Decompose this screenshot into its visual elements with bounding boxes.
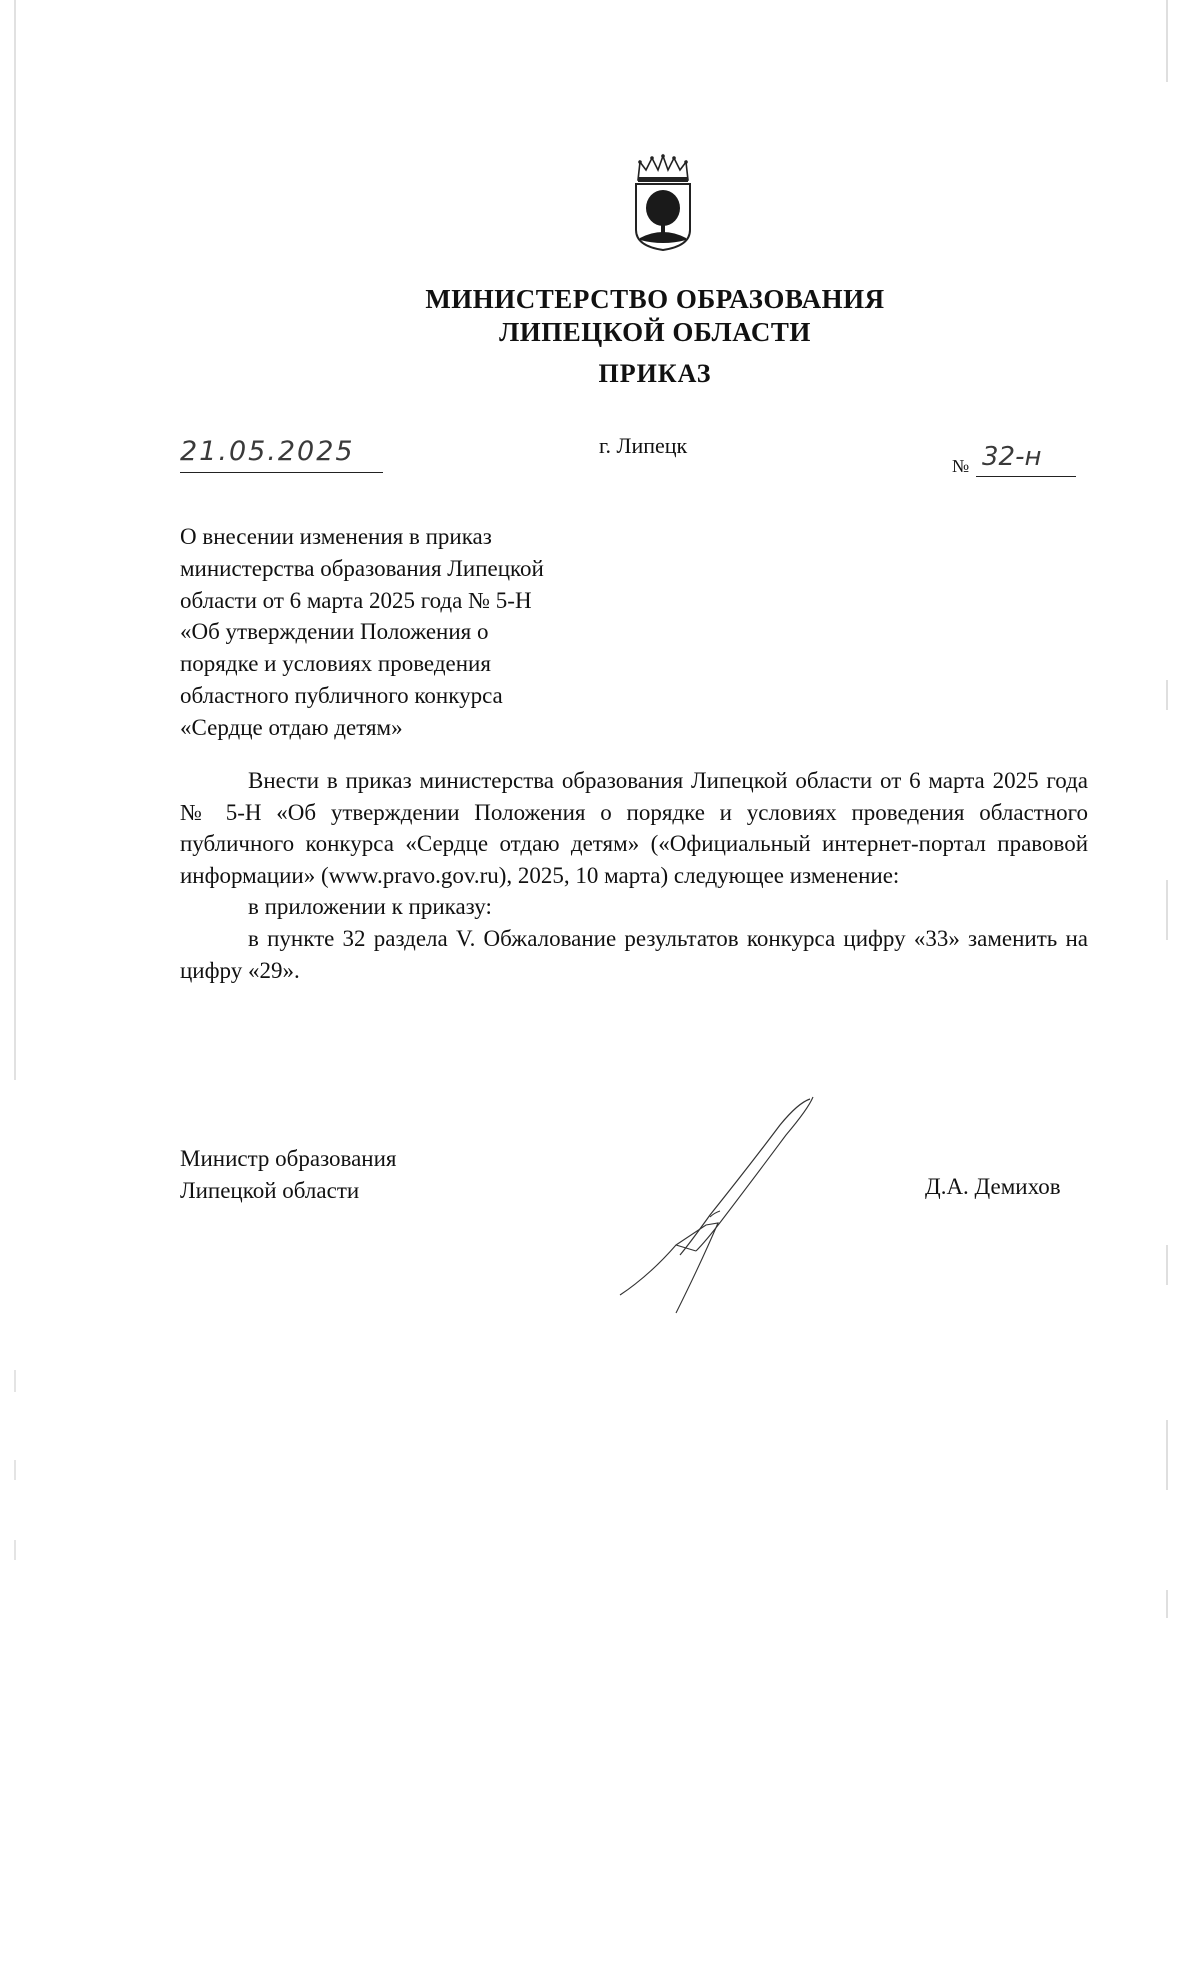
document-body	[180, 765, 1088, 986]
ministry-name-line2: ЛИПЕЦКОЙ ОБЛАСТИ	[499, 317, 811, 347]
handwritten-signature-icon	[610, 1095, 820, 1315]
handwritten-date: 21.05.2025	[180, 436, 355, 467]
subject-line: «Об утверждении Положения о	[180, 619, 489, 645]
subject-line: О внесении изменения в приказ	[180, 524, 492, 549]
ministry-name-line1: МИНИСТЕРСТВО ОБРАЗОВАНИЯ	[425, 284, 885, 314]
scan-artifact	[14, 1460, 16, 1480]
body-paragraph: в пункте 32 раздела V. Обжалование результатов конкурса цифру «33» заменить на цифру «29».	[180, 925, 1088, 983]
handwritten-number: 32-н	[982, 442, 1042, 472]
lipetsk-region-coat-of-arms-icon	[628, 150, 698, 252]
document-number	[952, 442, 1077, 478]
scan-artifact	[1166, 880, 1168, 940]
scan-artifact	[14, 1370, 16, 1392]
body-paragraph: Внести в приказ министерства образования Липецкой области от 6 марта 2025 года № 5-Н «Об утверждении Положения о порядке и условиях проведения областного публичного конкурса «Сердце отдаю детям» («Официальный интернет-портал правовой информации» (www.pravo.gov.ru), 2025, 10 марта) следующее изменение:	[180, 768, 1088, 888]
number-label: №	[952, 456, 970, 476]
subject-line: порядке и условиях проведения	[180, 651, 491, 677]
scan-artifact	[1166, 0, 1168, 82]
subject-line: областного публичного конкурса	[180, 682, 503, 708]
scan-artifact	[1166, 1590, 1168, 1618]
signer-position-line: Липецкой области	[180, 1177, 360, 1203]
scan-artifact	[1166, 1245, 1168, 1285]
signer-name: Д.А. Демихов	[925, 1174, 1061, 1199]
scan-artifact	[14, 1540, 16, 1560]
number-field	[976, 442, 1076, 477]
subject-line: «Сердце отдаю детям»	[180, 714, 403, 740]
city: г. Липецк	[599, 433, 688, 458]
scan-artifact	[14, 0, 16, 1080]
subject-line: области от 6 марта 2025 года № 5-Н	[180, 587, 532, 613]
subject-line: министерства образования Липецкой	[180, 555, 544, 581]
date-field	[180, 436, 383, 473]
signer-position-line: Министр образования	[180, 1146, 397, 1171]
document-subject	[180, 521, 650, 744]
document-type: ПРИКАЗ	[598, 359, 712, 388]
body-paragraph: в приложении к приказу:	[248, 894, 492, 920]
scan-artifact	[1166, 680, 1168, 710]
signer-position	[180, 1143, 397, 1206]
scan-artifact	[1166, 1420, 1168, 1490]
